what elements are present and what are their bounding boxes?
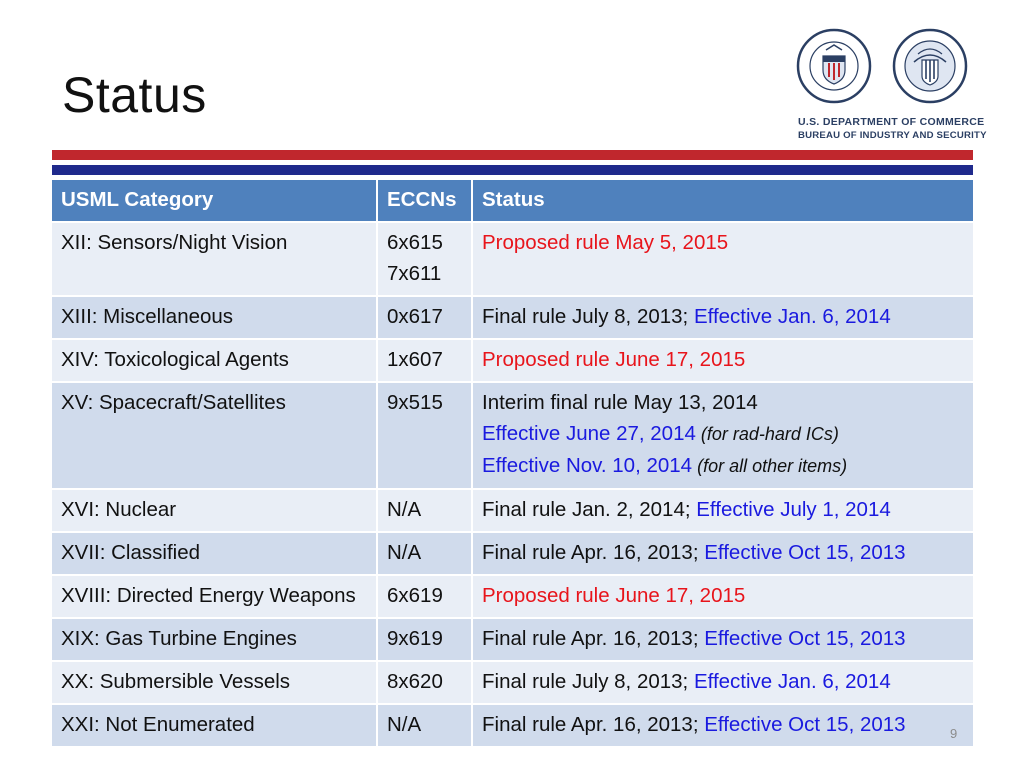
bureau-name: BUREAU OF INDUSTRY AND SECURITY bbox=[798, 130, 987, 141]
effective-date-text: Effective Jan. 6, 2014 bbox=[693, 670, 891, 693]
status-line bbox=[482, 387, 964, 418]
status-line bbox=[482, 450, 964, 482]
commerce-seal-icon bbox=[796, 28, 872, 104]
page-number: 9 bbox=[950, 726, 958, 741]
status-cell bbox=[473, 490, 973, 533]
status-line bbox=[482, 537, 964, 568]
status-note: (for rad-hard ICs) bbox=[695, 424, 839, 444]
effective-date-text: Effective Jan. 6, 2014 bbox=[693, 305, 891, 328]
status-line bbox=[482, 344, 964, 375]
final-rule-text: Final rule Apr. 16, 2013; bbox=[482, 541, 705, 564]
status-line bbox=[482, 418, 964, 450]
usml-category-cell: XV: Spacecraft/Satellites bbox=[52, 383, 378, 490]
eccn-value: 6x619 bbox=[387, 584, 443, 607]
eccn-value: 0x617 bbox=[387, 305, 443, 328]
final-rule-text: Final rule July 8, 2013; bbox=[482, 305, 694, 328]
status-cell bbox=[473, 533, 973, 576]
usml-category-cell: XIV: Toxicological Agents bbox=[52, 340, 378, 383]
table-row bbox=[52, 662, 973, 705]
status-cell bbox=[473, 705, 973, 748]
red-divider bbox=[52, 150, 973, 160]
table-row bbox=[52, 383, 973, 490]
table-row bbox=[52, 576, 973, 619]
status-cell bbox=[473, 340, 973, 383]
usml-status-table bbox=[52, 180, 973, 748]
eccn-value: 6x615 bbox=[387, 231, 443, 254]
effective-date-text: Effective July 1, 2014 bbox=[696, 498, 891, 521]
eccn-cell bbox=[378, 223, 473, 297]
table-body bbox=[52, 223, 973, 748]
eccn-cell bbox=[378, 383, 473, 490]
usml-category-cell: XVII: Classified bbox=[52, 533, 378, 576]
status-cell bbox=[473, 619, 973, 662]
status-line bbox=[482, 494, 964, 525]
eccn-cell bbox=[378, 576, 473, 619]
proposed-rule-text: Proposed rule June 17, 2015 bbox=[482, 584, 746, 607]
status-line bbox=[482, 709, 964, 740]
effective-date-text: Effective Oct 15, 2013 bbox=[704, 713, 906, 736]
table-row bbox=[52, 490, 973, 533]
eccn-cell bbox=[378, 490, 473, 533]
status-line bbox=[482, 301, 964, 332]
usml-category-cell: XVIII: Directed Energy Weapons bbox=[52, 576, 378, 619]
bis-seal-icon bbox=[892, 28, 968, 104]
effective-date-text: Effective Oct 15, 2013 bbox=[704, 541, 906, 564]
status-cell bbox=[473, 223, 973, 297]
eccn-value: 9x619 bbox=[387, 627, 443, 650]
eccn-cell bbox=[378, 340, 473, 383]
table-row bbox=[52, 340, 973, 383]
status-cell bbox=[473, 383, 973, 490]
status-line bbox=[482, 227, 964, 258]
eccn-value: N/A bbox=[387, 713, 422, 736]
table-row bbox=[52, 297, 973, 340]
eccn-value: 7x611 bbox=[387, 262, 442, 285]
header-eccns: ECCNs bbox=[378, 180, 473, 223]
table-header-row bbox=[52, 180, 973, 223]
table-row bbox=[52, 223, 973, 297]
bis-logo bbox=[790, 22, 987, 147]
usml-category-cell: XIII: Miscellaneous bbox=[52, 297, 378, 340]
proposed-rule-text: Proposed rule May 5, 2015 bbox=[482, 231, 729, 254]
status-line bbox=[482, 623, 964, 654]
department-name: U.S. DEPARTMENT OF COMMERCE bbox=[798, 116, 985, 128]
header-status: Status bbox=[473, 180, 973, 223]
status-note: (for all other items) bbox=[692, 456, 848, 476]
eccn-cell bbox=[378, 297, 473, 340]
table-row bbox=[52, 533, 973, 576]
final-rule-text: Final rule Apr. 16, 2013; bbox=[482, 627, 705, 650]
final-rule-text: Final rule July 8, 2013; bbox=[482, 670, 694, 693]
usml-category-cell: XXI: Not Enumerated bbox=[52, 705, 378, 748]
usml-category-cell: XX: Submersible Vessels bbox=[52, 662, 378, 705]
effective-date-text: Effective Nov. 10, 2014 bbox=[482, 454, 693, 477]
eccn-cell bbox=[378, 662, 473, 705]
table-row bbox=[52, 619, 973, 662]
status-cell bbox=[473, 662, 973, 705]
status-cell bbox=[473, 576, 973, 619]
table-row bbox=[52, 705, 973, 748]
eccn-value: N/A bbox=[387, 541, 422, 564]
eccn-value: 1x607 bbox=[387, 348, 443, 371]
status-line bbox=[482, 666, 964, 697]
page-title: Status bbox=[62, 67, 207, 123]
status-line bbox=[482, 580, 964, 611]
usml-category-cell: XVI: Nuclear bbox=[52, 490, 378, 533]
status-cell bbox=[473, 297, 973, 340]
eccn-value: 9x515 bbox=[387, 391, 443, 414]
usml-category-cell: XII: Sensors/Night Vision bbox=[52, 223, 378, 297]
eccn-cell bbox=[378, 533, 473, 576]
effective-date-text: Effective June 27, 2014 bbox=[482, 422, 696, 445]
final-rule-text: Interim final rule May 13, 2014 bbox=[482, 391, 758, 414]
proposed-rule-text: Proposed rule June 17, 2015 bbox=[482, 348, 746, 371]
eccn-cell bbox=[378, 705, 473, 748]
final-rule-text: Final rule Apr. 16, 2013; bbox=[482, 713, 705, 736]
usml-category-cell: XIX: Gas Turbine Engines bbox=[52, 619, 378, 662]
eccn-value: N/A bbox=[387, 498, 422, 521]
effective-date-text: Effective Oct 15, 2013 bbox=[704, 627, 906, 650]
blue-divider bbox=[52, 165, 973, 175]
final-rule-text: Final rule Jan. 2, 2014; bbox=[482, 498, 697, 521]
header-usml-category: USML Category bbox=[52, 180, 378, 223]
eccn-cell bbox=[378, 619, 473, 662]
eccn-value: 8x620 bbox=[387, 670, 443, 693]
